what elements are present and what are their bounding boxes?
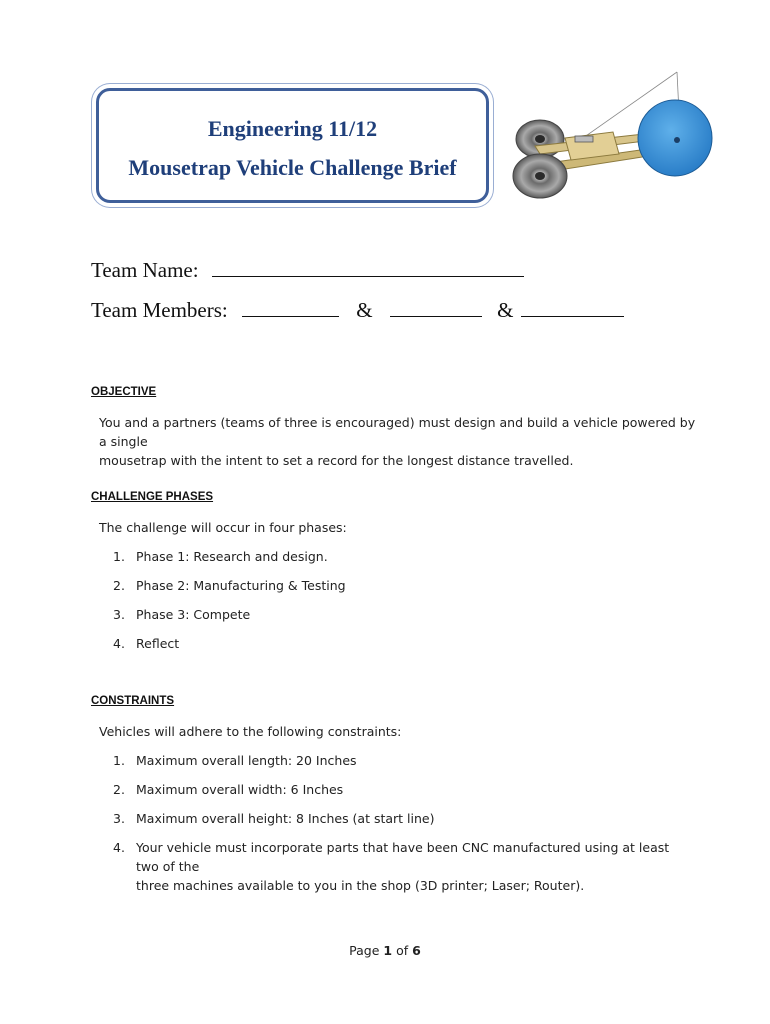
list-number: 4. bbox=[113, 636, 125, 651]
page-word: Page bbox=[349, 943, 380, 958]
list-number: 2. bbox=[113, 782, 125, 797]
list-text: Phase 2: Manufacturing & Testing bbox=[136, 578, 346, 593]
list-item bbox=[113, 809, 693, 828]
objective-line-2: mousetrap with the intent to set a record for the longest distance travelled. bbox=[99, 453, 574, 468]
phases-intro: The challenge will occur in four phases: bbox=[99, 520, 347, 535]
members-separator-1: & bbox=[356, 298, 373, 322]
list-item bbox=[113, 634, 693, 653]
list-item bbox=[113, 780, 693, 799]
title-box bbox=[96, 88, 489, 203]
title-line-1: Engineering 11/12 bbox=[207, 116, 378, 141]
list-text: Maximum overall length: 20 Inches bbox=[136, 753, 357, 768]
list-number: 3. bbox=[113, 607, 125, 622]
team-name-label: Team Name: bbox=[91, 258, 199, 282]
constraints-heading: CONSTRAINTS bbox=[91, 695, 175, 707]
page-total: 6 bbox=[412, 943, 421, 958]
list-text: Maximum overall height: 8 Inches (at start line) bbox=[136, 811, 435, 826]
objective-text bbox=[99, 413, 699, 470]
list-number: 4. bbox=[113, 840, 125, 855]
team-name-row bbox=[91, 258, 524, 283]
list-item bbox=[113, 576, 693, 595]
mousetrap-vehicle-image bbox=[495, 58, 725, 208]
list-text: Maximum overall width: 6 Inches bbox=[136, 782, 344, 797]
team-member-1-field[interactable] bbox=[242, 298, 339, 317]
list-item bbox=[113, 751, 693, 770]
objective-line-1: You and a partners (teams of three is encouraged) must design and build a vehicle powered by a single bbox=[99, 415, 696, 449]
team-members-label: Team Members: bbox=[91, 298, 228, 322]
list-text-line-2: three machines available to you in the shop (3D printer; Laser; Router). bbox=[136, 878, 585, 893]
team-name-field[interactable] bbox=[212, 258, 524, 277]
objective-heading: OBJECTIVE bbox=[91, 386, 157, 398]
list-number: 3. bbox=[113, 811, 125, 826]
list-item bbox=[113, 838, 693, 895]
of-word: of bbox=[396, 943, 409, 958]
list-item bbox=[113, 547, 693, 566]
list-text: Phase 3: Compete bbox=[136, 607, 251, 622]
team-member-3-field[interactable] bbox=[521, 298, 624, 317]
constraints-intro: Vehicles will adhere to the following constraints: bbox=[99, 724, 402, 739]
list-text: Phase 1: Research and design. bbox=[136, 549, 328, 564]
team-members-row bbox=[91, 298, 624, 323]
list-text: Reflect bbox=[136, 636, 180, 651]
page-current: 1 bbox=[383, 943, 393, 958]
team-member-2-field[interactable] bbox=[390, 298, 482, 317]
list-number: 2. bbox=[113, 578, 125, 593]
list-text-line-1: Your vehicle must incorporate parts that have been CNC manufactured using at least two of the bbox=[136, 840, 670, 874]
list-number: 1. bbox=[113, 549, 125, 564]
list-text bbox=[136, 838, 681, 895]
title-line-2: Mousetrap Vehicle Challenge Brief bbox=[128, 155, 457, 180]
list-item bbox=[113, 605, 693, 624]
page-footer bbox=[0, 943, 770, 958]
phases-heading: CHALLENGE PHASES bbox=[91, 491, 214, 503]
members-separator-2: & bbox=[497, 298, 514, 322]
list-number: 1. bbox=[113, 753, 125, 768]
